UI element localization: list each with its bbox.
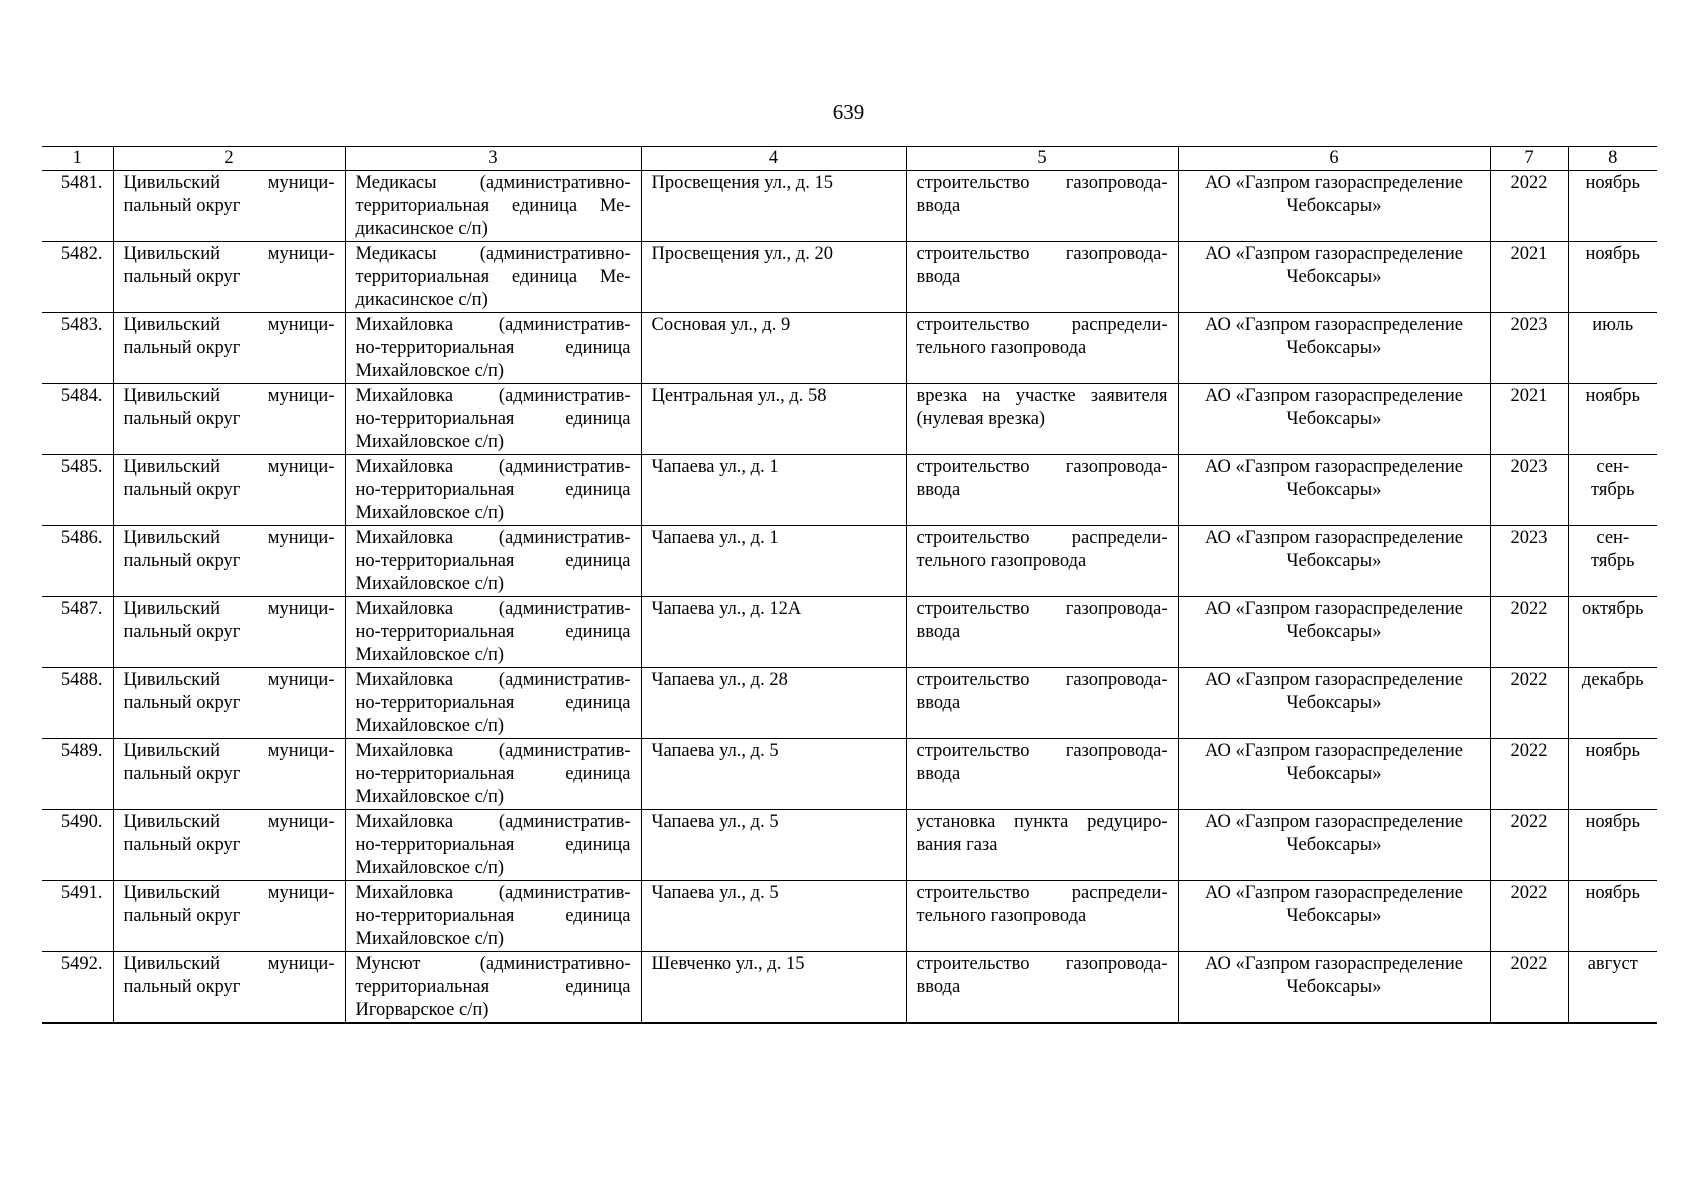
- month-cell: ноябрь: [1568, 739, 1657, 810]
- work-cell: [906, 952, 1178, 1024]
- district-line: пальный округ: [123, 977, 241, 997]
- district-cell: [113, 313, 345, 384]
- work-line: врезка на участке заявителя: [916, 386, 1168, 406]
- locality-line: территориальная единица Ме-: [355, 196, 631, 216]
- column-header: 8: [1568, 147, 1657, 171]
- address-cell: Центральная ул., д. 58: [641, 384, 906, 455]
- work-line: строительство газопровода-: [916, 599, 1168, 619]
- district-cell: [113, 384, 345, 455]
- month-cell: ноябрь: [1568, 881, 1657, 952]
- locality-line: Михайловка (административ-: [355, 599, 631, 619]
- organization-cell: АО «Газпром газораспределение Чебоксары»: [1178, 526, 1490, 597]
- district-line: Цивильский муници-: [123, 599, 335, 619]
- district-line: Цивильский муници-: [123, 457, 335, 477]
- month-cell: июль: [1568, 313, 1657, 384]
- locality-line: Михайловское с/п): [355, 574, 505, 594]
- table-row: [42, 171, 1657, 242]
- locality-line: но-территориальная единица: [355, 480, 631, 500]
- work-line: тельного газопровода: [916, 551, 1087, 571]
- organization-cell: АО «Газпром газораспределение Чебоксары»: [1178, 668, 1490, 739]
- locality-line: Михайловское с/п): [355, 645, 505, 665]
- month-cell: ноябрь: [1568, 810, 1657, 881]
- locality-line: но-территориальная единица: [355, 693, 631, 713]
- year-cell: 2022: [1490, 171, 1568, 242]
- work-cell: [906, 668, 1178, 739]
- locality-cell: [345, 597, 641, 668]
- table-row: [42, 455, 1657, 526]
- locality-line: Михайловское с/п): [355, 929, 505, 949]
- district-line: пальный округ: [123, 622, 241, 642]
- locality-cell: [345, 952, 641, 1024]
- work-line: строительство газопровода-: [916, 741, 1168, 761]
- locality-line: Мунсют (административно-: [355, 954, 631, 974]
- address-cell: Чапаева ул., д. 1: [641, 455, 906, 526]
- locality-cell: [345, 242, 641, 313]
- work-cell: [906, 597, 1178, 668]
- work-line: строительство распредели-: [916, 315, 1168, 335]
- year-cell: 2022: [1490, 952, 1568, 1024]
- district-line: Цивильский муници-: [123, 954, 335, 974]
- locality-line: Медикасы (административно-: [355, 173, 631, 193]
- address-cell: Просвещения ул., д. 20: [641, 242, 906, 313]
- organization-cell: АО «Газпром газораспределение Чебоксары»: [1178, 242, 1490, 313]
- column-header: 1: [42, 147, 113, 171]
- district-line: пальный округ: [123, 693, 241, 713]
- month-cell: август: [1568, 952, 1657, 1024]
- year-cell: 2022: [1490, 739, 1568, 810]
- table-row: [42, 384, 1657, 455]
- locality-line: Михайловское с/п): [355, 503, 505, 523]
- work-line: ввода: [916, 480, 961, 500]
- district-line: Цивильский муници-: [123, 812, 335, 832]
- locality-line: Михайловка (административ-: [355, 883, 631, 903]
- district-cell: [113, 597, 345, 668]
- work-line: тельного газопровода: [916, 338, 1087, 358]
- year-cell: 2022: [1490, 881, 1568, 952]
- address-cell: Сосновая ул., д. 9: [641, 313, 906, 384]
- locality-cell: [345, 455, 641, 526]
- locality-line: территориальная единица: [355, 977, 631, 997]
- work-line: строительство газопровода-: [916, 670, 1168, 690]
- locality-line: Михайловское с/п): [355, 432, 505, 452]
- district-line: пальный округ: [123, 906, 241, 926]
- locality-cell: [345, 810, 641, 881]
- organization-cell: АО «Газпром газораспределение Чебоксары»: [1178, 739, 1490, 810]
- month-cell: ноябрь: [1568, 384, 1657, 455]
- locality-line: дикасинское с/п): [355, 219, 488, 239]
- district-cell: [113, 455, 345, 526]
- month-cell: сен-тябрь: [1568, 455, 1657, 526]
- column-header: 5: [906, 147, 1178, 171]
- work-cell: [906, 810, 1178, 881]
- data-table: [42, 146, 1657, 1024]
- address-cell: Шевченко ул., д. 15: [641, 952, 906, 1024]
- table-row: [42, 242, 1657, 313]
- month-cell: сен-тябрь: [1568, 526, 1657, 597]
- district-line: Цивильский муници-: [123, 528, 335, 548]
- column-header: 2: [113, 147, 345, 171]
- row-number: 5484.: [42, 384, 113, 455]
- column-header: 6: [1178, 147, 1490, 171]
- work-cell: [906, 242, 1178, 313]
- header-row: [42, 147, 1657, 171]
- table-row: [42, 952, 1657, 1024]
- page-number: 639: [832, 100, 865, 124]
- row-number: 5481.: [42, 171, 113, 242]
- locality-line: Михайловка (административ-: [355, 457, 631, 477]
- work-cell: [906, 313, 1178, 384]
- district-line: пальный округ: [123, 480, 241, 500]
- column-header: 7: [1490, 147, 1568, 171]
- district-line: Цивильский муници-: [123, 741, 335, 761]
- locality-line: но-территориальная единица: [355, 906, 631, 926]
- work-line: ввода: [916, 693, 961, 713]
- address-cell: Чапаева ул., д. 12А: [641, 597, 906, 668]
- work-line: строительство газопровода-: [916, 173, 1168, 193]
- work-line: ввода: [916, 764, 961, 784]
- work-line: ввода: [916, 622, 961, 642]
- organization-cell: АО «Газпром газораспределение Чебоксары»: [1178, 171, 1490, 242]
- district-cell: [113, 810, 345, 881]
- year-cell: 2022: [1490, 810, 1568, 881]
- work-cell: [906, 384, 1178, 455]
- locality-line: Михайловка (административ-: [355, 315, 631, 335]
- locality-line: дикасинское с/п): [355, 290, 488, 310]
- address-cell: Чапаева ул., д. 1: [641, 526, 906, 597]
- locality-cell: [345, 668, 641, 739]
- work-line: ввода: [916, 267, 961, 287]
- locality-line: но-территориальная единица: [355, 622, 631, 642]
- district-line: Цивильский муници-: [123, 173, 335, 193]
- month-cell: декабрь: [1568, 668, 1657, 739]
- month-cell: ноябрь: [1568, 171, 1657, 242]
- locality-line: Михайловка (административ-: [355, 670, 631, 690]
- work-line: установка пункта редуциро-: [916, 812, 1168, 832]
- locality-line: но-территориальная единица: [355, 551, 631, 571]
- locality-line: Михайловское с/п): [355, 361, 505, 381]
- district-line: пальный округ: [123, 764, 241, 784]
- month-cell: ноябрь: [1568, 242, 1657, 313]
- locality-line: но-территориальная единица: [355, 764, 631, 784]
- table-row: [42, 881, 1657, 952]
- locality-line: Михайловка (административ-: [355, 741, 631, 761]
- district-cell: [113, 881, 345, 952]
- organization-cell: АО «Газпром газораспределение Чебоксары»: [1178, 455, 1490, 526]
- district-line: Цивильский муници-: [123, 386, 335, 406]
- year-cell: 2022: [1490, 597, 1568, 668]
- work-line: строительство распредели-: [916, 528, 1168, 548]
- table-row: [42, 668, 1657, 739]
- locality-cell: [345, 384, 641, 455]
- district-line: пальный округ: [123, 267, 241, 287]
- locality-line: Игорварское с/п): [355, 1000, 489, 1020]
- work-line: строительство распредели-: [916, 883, 1168, 903]
- table-row: [42, 597, 1657, 668]
- work-line: ввода: [916, 196, 961, 216]
- year-cell: 2023: [1490, 526, 1568, 597]
- organization-cell: АО «Газпром газораспределение Чебоксары»: [1178, 597, 1490, 668]
- year-cell: 2022: [1490, 668, 1568, 739]
- table-row: [42, 739, 1657, 810]
- organization-cell: АО «Газпром газораспределение Чебоксары»: [1178, 810, 1490, 881]
- work-cell: [906, 526, 1178, 597]
- row-number: 5492.: [42, 952, 113, 1024]
- district-cell: [113, 952, 345, 1024]
- row-number: 5482.: [42, 242, 113, 313]
- month-cell: октябрь: [1568, 597, 1657, 668]
- work-line: вания газа: [916, 835, 998, 855]
- district-line: пальный округ: [123, 409, 241, 429]
- work-cell: [906, 881, 1178, 952]
- district-cell: [113, 739, 345, 810]
- locality-cell: [345, 739, 641, 810]
- locality-line: Михайловское с/п): [355, 787, 505, 807]
- locality-line: но-территориальная единица: [355, 409, 631, 429]
- work-line: строительство газопровода-: [916, 457, 1168, 477]
- locality-line: Михайловка (административ-: [355, 528, 631, 548]
- locality-line: но-территориальная единица: [355, 338, 631, 358]
- locality-cell: [345, 313, 641, 384]
- locality-cell: [345, 526, 641, 597]
- row-number: 5485.: [42, 455, 113, 526]
- district-cell: [113, 668, 345, 739]
- locality-cell: [345, 171, 641, 242]
- address-cell: Чапаева ул., д. 5: [641, 810, 906, 881]
- year-cell: 2021: [1490, 242, 1568, 313]
- locality-line: Михайловка (административ-: [355, 812, 631, 832]
- year-cell: 2023: [1490, 313, 1568, 384]
- row-number: 5488.: [42, 668, 113, 739]
- address-cell: Чапаева ул., д. 5: [641, 739, 906, 810]
- year-cell: 2021: [1490, 384, 1568, 455]
- locality-cell: [345, 881, 641, 952]
- work-cell: [906, 739, 1178, 810]
- locality-line: Михайловка (административ-: [355, 386, 631, 406]
- address-cell: Просвещения ул., д. 15: [641, 171, 906, 242]
- district-line: пальный округ: [123, 551, 241, 571]
- column-header: 4: [641, 147, 906, 171]
- work-line: тельного газопровода: [916, 906, 1087, 926]
- work-line: ввода: [916, 977, 961, 997]
- district-cell: [113, 242, 345, 313]
- district-line: Цивильский муници-: [123, 244, 335, 264]
- row-number: 5491.: [42, 881, 113, 952]
- table-row: [42, 313, 1657, 384]
- locality-line: Медикасы (административно-: [355, 244, 631, 264]
- work-line: (нулевая врезка): [916, 409, 1046, 429]
- district-line: Цивильский муници-: [123, 315, 335, 335]
- district-line: пальный округ: [123, 338, 241, 358]
- year-cell: 2023: [1490, 455, 1568, 526]
- work-line: строительство газопровода-: [916, 244, 1168, 264]
- row-number: 5486.: [42, 526, 113, 597]
- row-number: 5483.: [42, 313, 113, 384]
- district-line: Цивильский муници-: [123, 670, 335, 690]
- row-number: 5490.: [42, 810, 113, 881]
- table-row: [42, 526, 1657, 597]
- organization-cell: АО «Газпром газораспределение Чебоксары»: [1178, 952, 1490, 1024]
- district-line: пальный округ: [123, 835, 241, 855]
- district-line: пальный округ: [123, 196, 241, 216]
- district-cell: [113, 526, 345, 597]
- organization-cell: АО «Газпром газораспределение Чебоксары»: [1178, 881, 1490, 952]
- organization-cell: АО «Газпром газораспределение Чебоксары»: [1178, 313, 1490, 384]
- table-row: [42, 810, 1657, 881]
- address-cell: Чапаева ул., д. 28: [641, 668, 906, 739]
- district-cell: [113, 171, 345, 242]
- row-number: 5487.: [42, 597, 113, 668]
- locality-line: Михайловское с/п): [355, 858, 505, 878]
- work-cell: [906, 455, 1178, 526]
- address-cell: Чапаева ул., д. 5: [641, 881, 906, 952]
- column-header: 3: [345, 147, 641, 171]
- row-number: 5489.: [42, 739, 113, 810]
- locality-line: территориальная единица Ме-: [355, 267, 631, 287]
- locality-line: но-территориальная единица: [355, 835, 631, 855]
- organization-cell: АО «Газпром газораспределение Чебоксары»: [1178, 384, 1490, 455]
- work-cell: [906, 171, 1178, 242]
- locality-line: Михайловское с/п): [355, 716, 505, 736]
- work-line: строительство газопровода-: [916, 954, 1168, 974]
- district-line: Цивильский муници-: [123, 883, 335, 903]
